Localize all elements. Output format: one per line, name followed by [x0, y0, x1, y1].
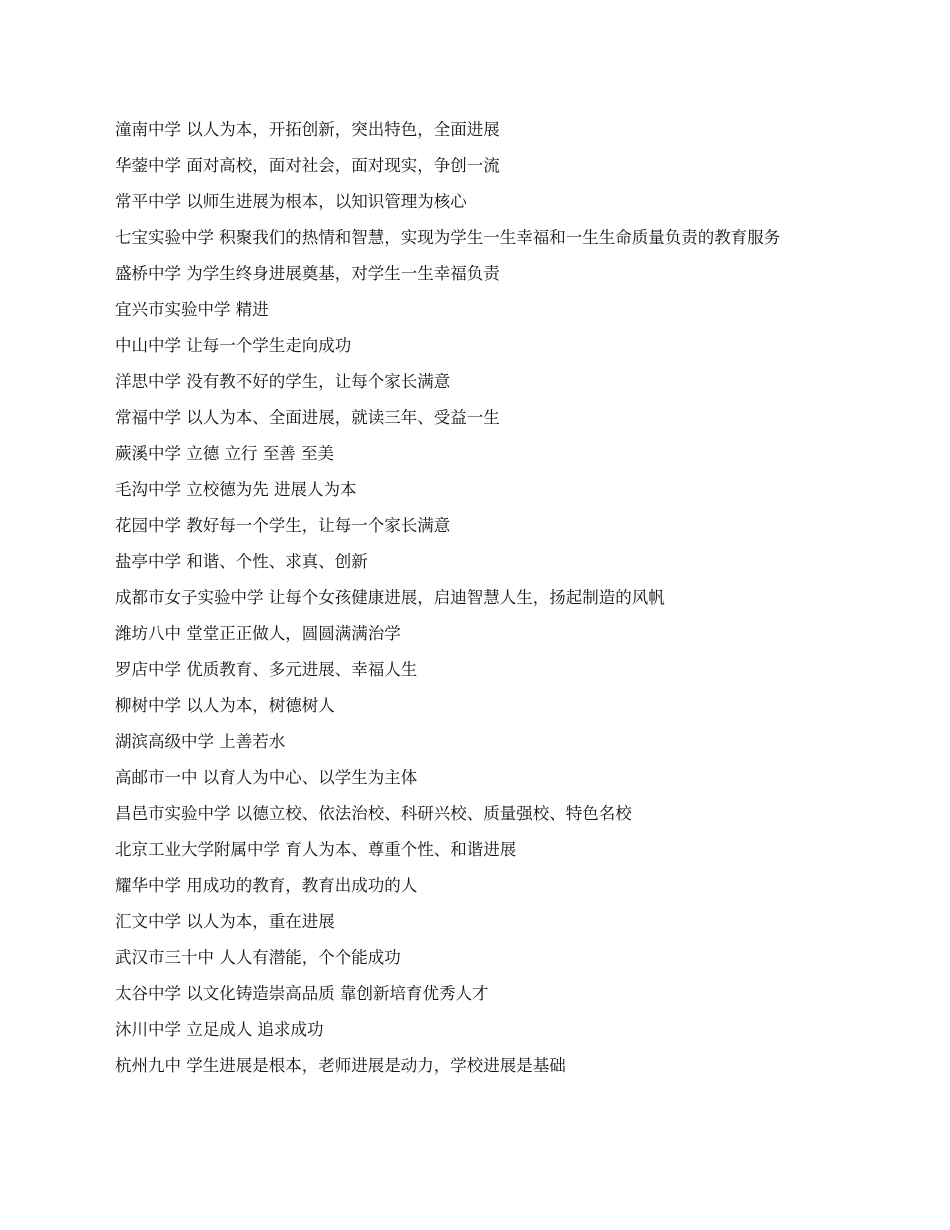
motto-line-27: 杭州九中 学生进展是根本，老师进展是动力，学校进展是基础	[115, 1056, 566, 1075]
motto-line-1: 潼南中学 以人为本，开拓创新，突出特色，全面进展	[115, 120, 500, 139]
motto-line-25: 太谷中学 以文化铸造崇高品质 靠创新培育优秀人才	[115, 984, 489, 1003]
motto-line-12: 花园中学 教好每一个学生，让每一个家长满意	[115, 516, 451, 535]
motto-line-17: 柳树中学 以人为本，树德树人	[115, 696, 335, 715]
motto-line-5: 盛桥中学 为学生终身进展奠基，对学生一生幸福负责	[115, 264, 500, 283]
motto-line-14: 成都市女子实验中学 让每个女孩健康进展，启迪智慧人生，扬起制造的风帆	[115, 588, 665, 607]
motto-line-7: 中山中学 让每一个学生走向成功	[115, 336, 352, 355]
motto-line-16: 罗店中学 优质教育、多元进展、幸福人生	[115, 660, 418, 679]
motto-line-18: 湖滨高级中学 上善若水	[115, 732, 286, 751]
document-page	[115, 120, 835, 1092]
motto-line-24: 武汉市三十中 人人有潜能，个个能成功	[115, 948, 401, 967]
motto-line-4: 七宝实验中学 积聚我们的热情和智慧，实现为学生一生幸福和一生生命质量负责的教育服务	[115, 228, 781, 247]
motto-line-8: 洋思中学 没有教不好的学生，让每个家长满意	[115, 372, 451, 391]
motto-line-6: 宜兴市实验中学 精进	[115, 300, 269, 319]
motto-line-22: 耀华中学 用成功的教育，教育出成功的人	[115, 876, 418, 895]
motto-line-23: 汇文中学 以人为本，重在进展	[115, 912, 335, 931]
motto-line-10: 蕨溪中学 立德 立行 至善 至美	[115, 444, 334, 463]
motto-line-2: 华蓥中学 面对高校，面对社会，面对现实，争创一流	[115, 156, 500, 175]
motto-line-11: 毛沟中学 立校德为先 进展人为本	[115, 480, 357, 499]
motto-line-26: 沐川中学 立足成人 追求成功	[115, 1020, 324, 1039]
motto-line-19: 高邮市一中 以育人为中心、以学生为主体	[115, 768, 418, 787]
motto-line-13: 盐亭中学 和谐、个性、求真、创新	[115, 552, 368, 571]
motto-line-15: 潍坊八中 堂堂正正做人，圆圆满满治学	[115, 624, 401, 643]
motto-line-9: 常福中学 以人为本、全面进展，就读三年、受益一生	[115, 408, 500, 427]
motto-line-3: 常平中学 以师生进展为根本，以知识管理为核心	[115, 192, 467, 211]
motto-line-21: 北京工业大学附属中学 育人为本、尊重个性、和谐进展	[115, 840, 517, 859]
motto-line-20: 昌邑市实验中学 以德立校、依法治校、科研兴校、质量强校、特色名校	[115, 804, 632, 823]
